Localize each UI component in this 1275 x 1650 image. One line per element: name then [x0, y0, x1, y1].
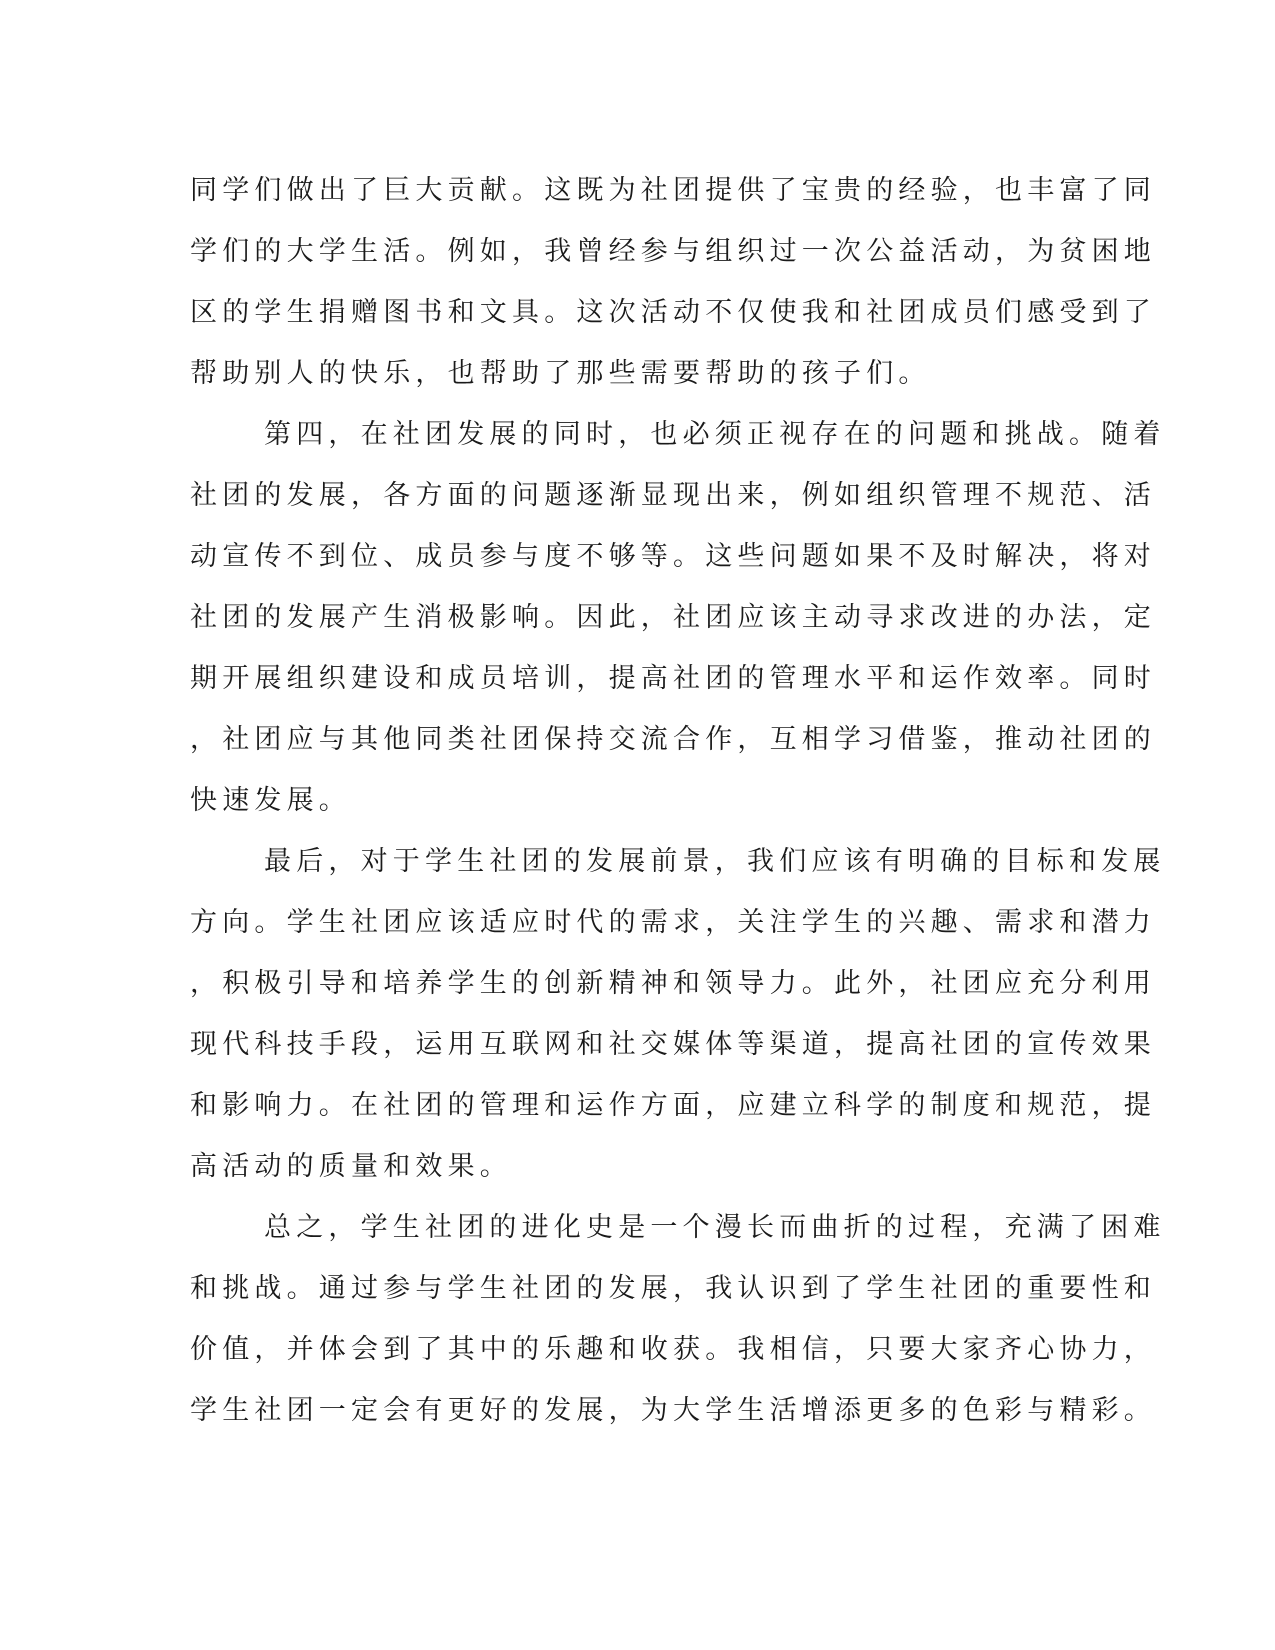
document-body [190, 160, 1166, 1441]
paragraph-line: 和影响力。在社团的管理和运作方面，应建立科学的制度和规范，提 [190, 1090, 1156, 1121]
paragraph-line: 价值，并体会到了其中的乐趣和收获。我相信，只要大家齐心协力， [190, 1334, 1156, 1365]
paragraph-line: ，社团应与其他同类社团保持交流合作，互相学习借鉴，推动社团的 [190, 724, 1156, 755]
paragraph-line: 总之，学生社团的进化史是一个漫长而曲折的过程，充满了困难 [264, 1212, 1166, 1243]
paragraph-line: 动宣传不到位、成员参与度不够等。这些问题如果不及时解决，将对 [190, 541, 1156, 572]
paragraph-line: 同学们做出了巨大贡献。这既为社团提供了宝贵的经验，也丰富了同 [190, 175, 1156, 206]
paragraph-4 [190, 1197, 1166, 1441]
paragraph-line: ，积极引导和培养学生的创新精神和领导力。此外，社团应充分利用 [190, 968, 1156, 999]
paragraph-line: 区的学生捐赠图书和文具。这次活动不仅使我和社团成员们感受到了 [190, 297, 1156, 328]
paragraph-1 [190, 160, 1156, 404]
paragraph-line: 现代科技手段，运用互联网和社交媒体等渠道，提高社团的宣传效果 [190, 1029, 1156, 1060]
paragraph-line: 最后，对于学生社团的发展前景，我们应该有明确的目标和发展 [264, 846, 1166, 877]
paragraph-2 [190, 404, 1166, 831]
paragraph-line: 期开展组织建设和成员培训，提高社团的管理水平和运作效率。同时 [190, 663, 1156, 694]
paragraph-line: 高活动的质量和效果。 [190, 1151, 512, 1182]
paragraph-line: 第四，在社团发展的同时，也必须正视存在的问题和挑战。随着 [264, 419, 1166, 450]
paragraph-line: 快速发展。 [190, 785, 351, 816]
paragraph-line: 方向。学生社团应该适应时代的需求，关注学生的兴趣、需求和潜力 [190, 907, 1156, 938]
paragraph-line: 学生社团一定会有更好的发展，为大学生活增添更多的色彩与精彩。 [190, 1395, 1156, 1426]
paragraph-line: 帮助别人的快乐，也帮助了那些需要帮助的孩子们。 [190, 358, 931, 389]
paragraph-line: 学们的大学生活。例如，我曾经参与组织过一次公益活动，为贫困地 [190, 236, 1156, 267]
paragraph-line: 社团的发展产生消极影响。因此，社团应该主动寻求改进的办法，定 [190, 602, 1156, 633]
paragraph-3 [190, 831, 1166, 1197]
paragraph-line: 和挑战。通过参与学生社团的发展，我认识到了学生社团的重要性和 [190, 1273, 1156, 1304]
paragraph-line: 社团的发展，各方面的问题逐渐显现出来，例如组织管理不规范、活 [190, 480, 1156, 511]
